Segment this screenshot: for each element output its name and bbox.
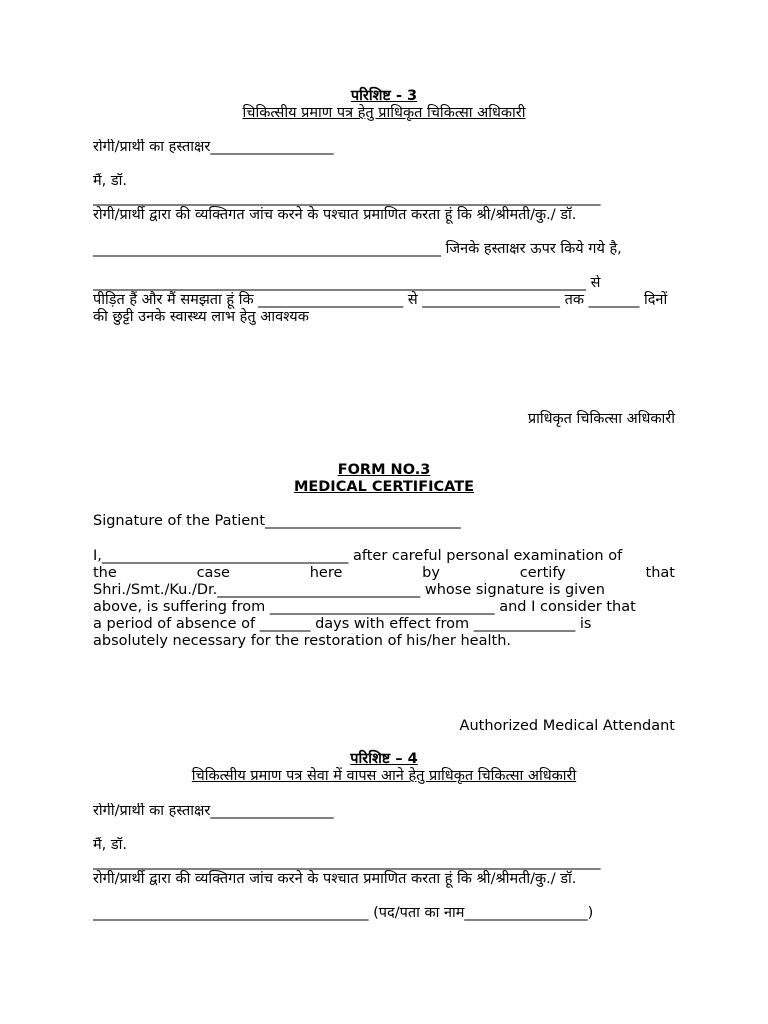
hindi-form4-line-3: रोगी/प्रार्थी द्वारा की व्यक्तिगत जांच करने के पश्चात प्रमाणित करता हूं कि श्री/श्रीमती/कु./ डॉ. bbox=[93, 871, 577, 887]
hindi-form3-patient-signature: रोगी/प्रार्थी का हस्ताक्षर_________________ bbox=[93, 139, 334, 155]
hindi-form4-line-1: मैं, डॉ. bbox=[93, 837, 128, 853]
hindi-form3-line-3: रोगी/प्रार्थी द्वारा की व्यक्तिगत जांच करने के पश्चात प्रमाणित करता हूं कि श्री/श्रीमती/कु./ डॉ. bbox=[93, 207, 577, 223]
hindi-form4-line-4: ______________________________________ (पद/पता का नाम_________________) bbox=[93, 905, 594, 921]
hindi-form3-subheading: चिकित्सीय प्रमाण पत्र हेतु प्राधिकृत चिकित्सा अधिकारी bbox=[242, 105, 526, 121]
english-form3-body-line-3: Shri./Smt./Ku./Dr.____________________________ whose signature is given bbox=[93, 582, 605, 598]
hindi-form4-heading: परिशिष्ट – 4 bbox=[350, 751, 418, 767]
hindi-form3-signature-label: प्राधिकृत चिकित्सा अधिकारी bbox=[527, 411, 675, 427]
english-form3-subheading: MEDICAL CERTIFICATE bbox=[293, 479, 475, 495]
hindi-form4-line-2: ______________________________________________________________________ bbox=[93, 854, 601, 870]
hindi-form3-heading: परिशिष्ट - 3 bbox=[350, 88, 418, 104]
english-form3-patient-signature: Signature of the Patient___________________________ bbox=[93, 513, 461, 529]
hindi-form3-line-5: ____________________________________________________________________ से bbox=[93, 275, 601, 291]
hindi-form3-line-6: पीड़ित हैं और मैं समझता हूं कि ____________________ से ___________________ तक _______ दिनों की छुट्टी उनके स्वास्थ्य लाभ हेतु आवश्यक bbox=[93, 292, 668, 325]
english-form3-body-line-6: absolutely necessary for the restoration of his/her health. bbox=[93, 633, 512, 649]
english-form3-heading: FORM NO.3 bbox=[337, 462, 431, 478]
english-form3-body-line-1: I,__________________________________ after careful personal examination of bbox=[93, 548, 623, 564]
english-form3-signature-label: Authorized Medical Attendant bbox=[459, 718, 675, 734]
hindi-form4-subheading: चिकित्सीय प्रमाण पत्र सेवा में वापस आने हेतु प्राधिकृत चिकित्सा अधिकारी bbox=[191, 768, 577, 784]
english-form3-body-line-2: the case here by certify that bbox=[93, 565, 675, 581]
hindi-form3-line-1: मैं, डॉ. bbox=[93, 173, 128, 189]
english-form3-body-line-4: above, is suffering from _______________________________ and I consider that bbox=[93, 599, 636, 615]
hindi-form4-patient-signature: रोगी/प्रार्थी का हस्ताक्षर_________________ bbox=[93, 803, 334, 819]
english-form3-body-line-5: a period of absence of _______ days with effect from ______________ is bbox=[93, 616, 592, 632]
hindi-form3-line-2: ______________________________________________________________________ bbox=[93, 190, 601, 206]
hindi-form3-line-4: ________________________________________________ जिनके हस्ताक्षर ऊपर किये गये है, bbox=[93, 241, 622, 257]
